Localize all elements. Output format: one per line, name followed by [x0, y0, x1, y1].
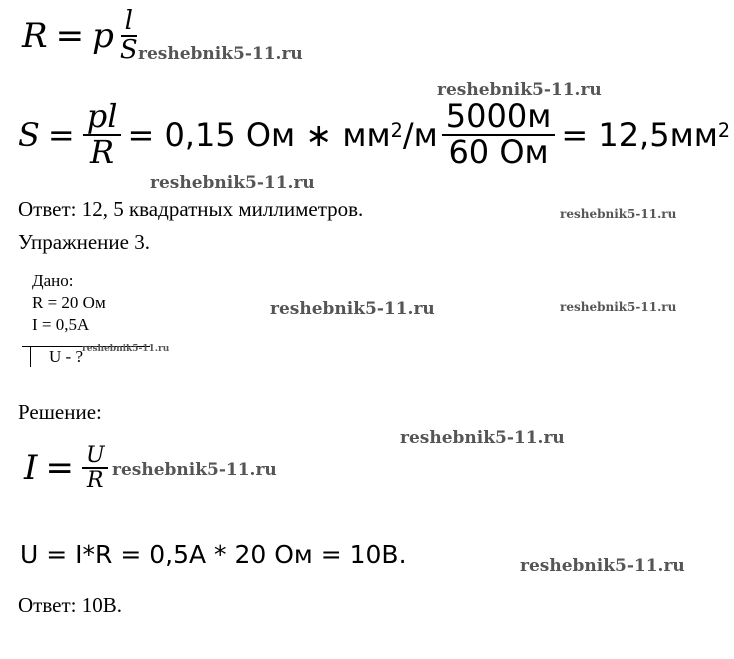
formula1-lhs: R	[22, 16, 48, 57]
formula2-fraction2	[442, 97, 556, 171]
watermark-text: reshebnik5-11.ru	[82, 344, 170, 354]
watermark-text: reshebnik5-11.ru	[138, 44, 303, 64]
answer-1: Ответ: 12, 5 квадратных миллиметров.	[18, 197, 364, 221]
formula2-mid: = 0,15 Ом ∗ мм	[127, 115, 391, 154]
formula1-eq: =	[55, 16, 85, 57]
watermark-text: reshebnik5-11.ru	[520, 556, 685, 576]
given-resistance: R = 20 Ом	[32, 293, 106, 312]
formula3-num: U	[82, 444, 109, 469]
formula3-lhs: I	[24, 448, 38, 489]
formula3-eq: =	[45, 448, 74, 489]
formula2-den: R	[90, 132, 115, 171]
given-current: I = 0,5A	[32, 315, 90, 334]
watermark-text: reshebnik5-11.ru	[270, 299, 435, 319]
watermark-text: reshebnik5-11.ru	[560, 300, 677, 314]
given-title: Дано:	[32, 271, 74, 290]
formula2-lhs: S	[18, 115, 40, 154]
watermark-text: reshebnik5-11.ru	[437, 80, 602, 100]
watermark-text: reshebnik5-11.ru	[150, 173, 315, 193]
formula2-exp2: 2	[717, 119, 731, 143]
watermark-text: reshebnik5-11.ru	[560, 207, 677, 221]
formula2-result: = 12,5мм	[561, 115, 718, 154]
formula2-eq: =	[47, 115, 75, 154]
formula-ohm	[24, 444, 108, 492]
watermark-text: reshebnik5-11.ru	[112, 460, 277, 480]
formula1-num: l	[121, 8, 137, 37]
formula1-den: S	[119, 35, 138, 66]
formula-resistance	[22, 8, 142, 65]
formula-area	[18, 97, 731, 171]
formula2-mid2: /м	[402, 115, 438, 154]
solution-label: Решение:	[18, 400, 102, 424]
formula2-exp1: 2	[390, 119, 403, 143]
formula3-den: R	[86, 468, 104, 494]
exercise-heading: Упражнение 3.	[18, 230, 150, 254]
formula3-fraction	[82, 444, 109, 492]
formula-voltage: U = I*R = 0,5A * 20 Ом = 10B.	[20, 540, 407, 569]
formula2-num2: 5000м	[442, 100, 556, 136]
formula2-num: pl	[83, 100, 122, 136]
given-find: U - ?	[30, 347, 150, 367]
answer-2: Ответ: 10В.	[18, 593, 122, 617]
formula2-den2: 60 Ом	[448, 132, 549, 171]
formula2-fraction	[83, 97, 122, 171]
watermark-text: reshebnik5-11.ru	[400, 428, 565, 448]
formula1-coef: p	[92, 16, 114, 57]
